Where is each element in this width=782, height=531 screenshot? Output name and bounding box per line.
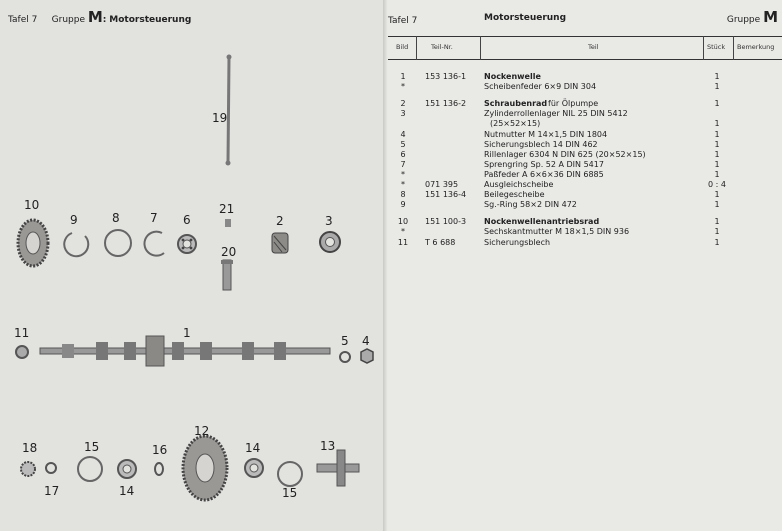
part-1-camshaft	[40, 336, 330, 366]
callout-14-right: 14	[245, 441, 261, 455]
callout-9: 9	[70, 213, 78, 227]
callout-11: 11	[14, 326, 30, 340]
part-name: Rillenlager 6304 N DIN 625 (20×52×15)	[484, 149, 646, 159]
right-tafel-label: Tafel 7	[388, 16, 418, 26]
callout-19: 19	[212, 111, 228, 125]
part-quantity: 1	[714, 119, 720, 129]
part-bild-number: 1	[400, 72, 406, 81]
part-name-suffix: für Ölpumpe	[548, 99, 599, 109]
callout-5: 5	[341, 334, 349, 348]
part-quantity: 1	[714, 72, 720, 81]
table-header	[388, 36, 782, 60]
part-name: Ausgleichscheibe	[484, 180, 554, 189]
part-bild-number: 7	[400, 159, 406, 169]
part-8-ring	[105, 230, 131, 256]
part-21-bolt	[225, 219, 231, 227]
callout-3: 3	[325, 214, 333, 228]
col-teil-nr: Teil-Nr.	[431, 43, 453, 51]
table-row	[388, 200, 782, 211]
part-bild-number: 2	[400, 99, 406, 109]
callout-16: 16	[152, 443, 168, 457]
col-divider	[703, 36, 704, 60]
part-name: Schraubenrad	[484, 99, 548, 109]
part-quantity: 1	[714, 200, 720, 210]
part-quantity: 1	[714, 169, 720, 179]
part-bild-number: 4	[400, 129, 406, 139]
col-divider	[733, 36, 734, 60]
callout-20: 20	[221, 245, 237, 259]
callout-15-left: 15	[84, 440, 100, 454]
left-gruppe-label: Gruppe	[51, 15, 85, 25]
part-quantity: 1	[714, 129, 720, 139]
part-13-flange-shaft	[317, 450, 359, 486]
left-colon: :	[102, 15, 107, 25]
callout-8: 8	[112, 211, 120, 225]
part-name: Scheibenfeder 6×9 DIN 304	[484, 82, 597, 92]
part-number: T 6 688	[425, 237, 456, 247]
part-14-bearing-right	[245, 459, 263, 477]
right-title: Motorsteuerung	[484, 13, 567, 23]
part-bild-number: 5	[400, 139, 406, 149]
part-quantity: 1	[714, 190, 720, 200]
callout-15-right: 15	[282, 486, 298, 500]
part-12-gear	[183, 436, 227, 500]
part-name: Zylinderrollenlager NIL 25 DIN 5412	[484, 109, 628, 119]
part-9-circlip	[64, 233, 88, 256]
part-quantity: 1	[714, 99, 720, 109]
part-bild-number: 6	[400, 149, 406, 159]
part-bild-number: *	[401, 82, 405, 92]
callout-4: 4	[362, 334, 370, 348]
part-name: Nockenwelle	[484, 72, 541, 81]
part-name: (25×52×15)	[490, 119, 541, 129]
part-name: Sicherungsblech	[484, 237, 551, 247]
col-bild: Bild	[396, 43, 409, 51]
part-10-gear	[18, 220, 48, 266]
callout-2: 2	[276, 214, 284, 228]
part-number: 151 136-2	[425, 99, 467, 109]
col-divider	[480, 36, 481, 60]
callout-10: 10	[24, 198, 40, 212]
part-19-rod	[226, 55, 232, 166]
callout-18: 18	[22, 441, 38, 455]
part-name: Sicherungsblech 14 DIN 462	[484, 139, 598, 149]
left-title: Motorsteuerung	[109, 15, 192, 25]
part-14-bearing-left	[118, 460, 136, 478]
part-5-ring	[340, 352, 350, 362]
part-bild-number: 3	[400, 109, 406, 119]
part-6-bearing	[178, 235, 196, 253]
part-18-lock-plate	[21, 462, 35, 476]
part-15-ring-right	[278, 462, 302, 486]
part-name: Sechskantmutter M 18×1,5 DIN 936	[484, 227, 630, 237]
part-quantity: 1	[714, 82, 720, 92]
part-name: Beilegescheibe	[484, 190, 545, 200]
part-number: 151 100-3	[425, 217, 467, 227]
part-bild-number: *	[401, 227, 405, 237]
part-bild-number: 9	[400, 200, 406, 210]
part-bild-number: 10	[397, 217, 409, 227]
callout-7: 7	[150, 211, 158, 225]
part-name: Sprengring Sp. 52 A DIN 5417	[484, 159, 604, 169]
table-row	[388, 82, 782, 93]
part-bild-number: *	[401, 169, 405, 179]
part-quantity: 0 : 4	[708, 180, 726, 189]
part-bild-number: 8	[400, 190, 406, 200]
part-quantity: 1	[714, 237, 720, 247]
part-2-helical-gear	[272, 233, 288, 253]
part-17-washer	[46, 463, 56, 473]
part-15-ring-left	[78, 457, 102, 481]
callout-13: 13	[320, 439, 336, 453]
callout-1: 1	[183, 326, 191, 340]
part-number: 071 395	[425, 180, 459, 189]
part-quantity: 1	[714, 227, 720, 237]
part-quantity: 1	[714, 217, 720, 227]
part-number: 151 136-4	[425, 190, 467, 200]
part-bild-number: 11	[397, 237, 409, 247]
parts-diagram	[0, 0, 388, 531]
left-tafel-label: Tafel 7	[8, 15, 38, 25]
col-bemerkung: Bemerkung	[737, 43, 775, 51]
col-stueck: Stück	[707, 43, 726, 51]
right-gruppe-label: Gruppe	[726, 15, 761, 25]
part-3-roller-bearing	[320, 232, 340, 252]
part-bild-number: *	[401, 180, 405, 189]
table-row	[388, 238, 782, 249]
right-gruppe-letter: M	[763, 8, 778, 26]
part-name: Sg.-Ring 58×2 DIN 472	[484, 200, 577, 210]
part-name: Nockenwellenantriebsrad	[484, 217, 600, 227]
part-name: Nutmutter M 14×1,5 DIN 1804	[484, 129, 608, 139]
part-quantity: 1	[714, 149, 720, 159]
col-teil: Teil	[588, 43, 599, 51]
callout-17: 17	[44, 484, 60, 498]
part-quantity: 1	[714, 159, 720, 169]
right-page	[388, 0, 782, 531]
part-name: Paßfeder A 6×6×36 DIN 6885	[484, 169, 604, 179]
right-gruppe	[727, 8, 778, 26]
part-7-snap-ring	[144, 232, 164, 256]
callout-12: 12	[194, 424, 210, 438]
callout-14-left: 14	[119, 484, 135, 498]
part-number: 153 136-1	[425, 72, 467, 81]
callout-21: 21	[219, 202, 235, 216]
part-16-ring	[155, 463, 163, 475]
callout-6: 6	[183, 213, 191, 227]
part-11-washer	[16, 346, 28, 358]
left-gruppe-letter: M	[87, 8, 103, 26]
col-divider	[416, 36, 417, 60]
left-page	[0, 0, 388, 531]
part-4-nut	[361, 349, 373, 363]
part-20-pin	[221, 260, 233, 290]
part-quantity: 1	[714, 139, 720, 149]
